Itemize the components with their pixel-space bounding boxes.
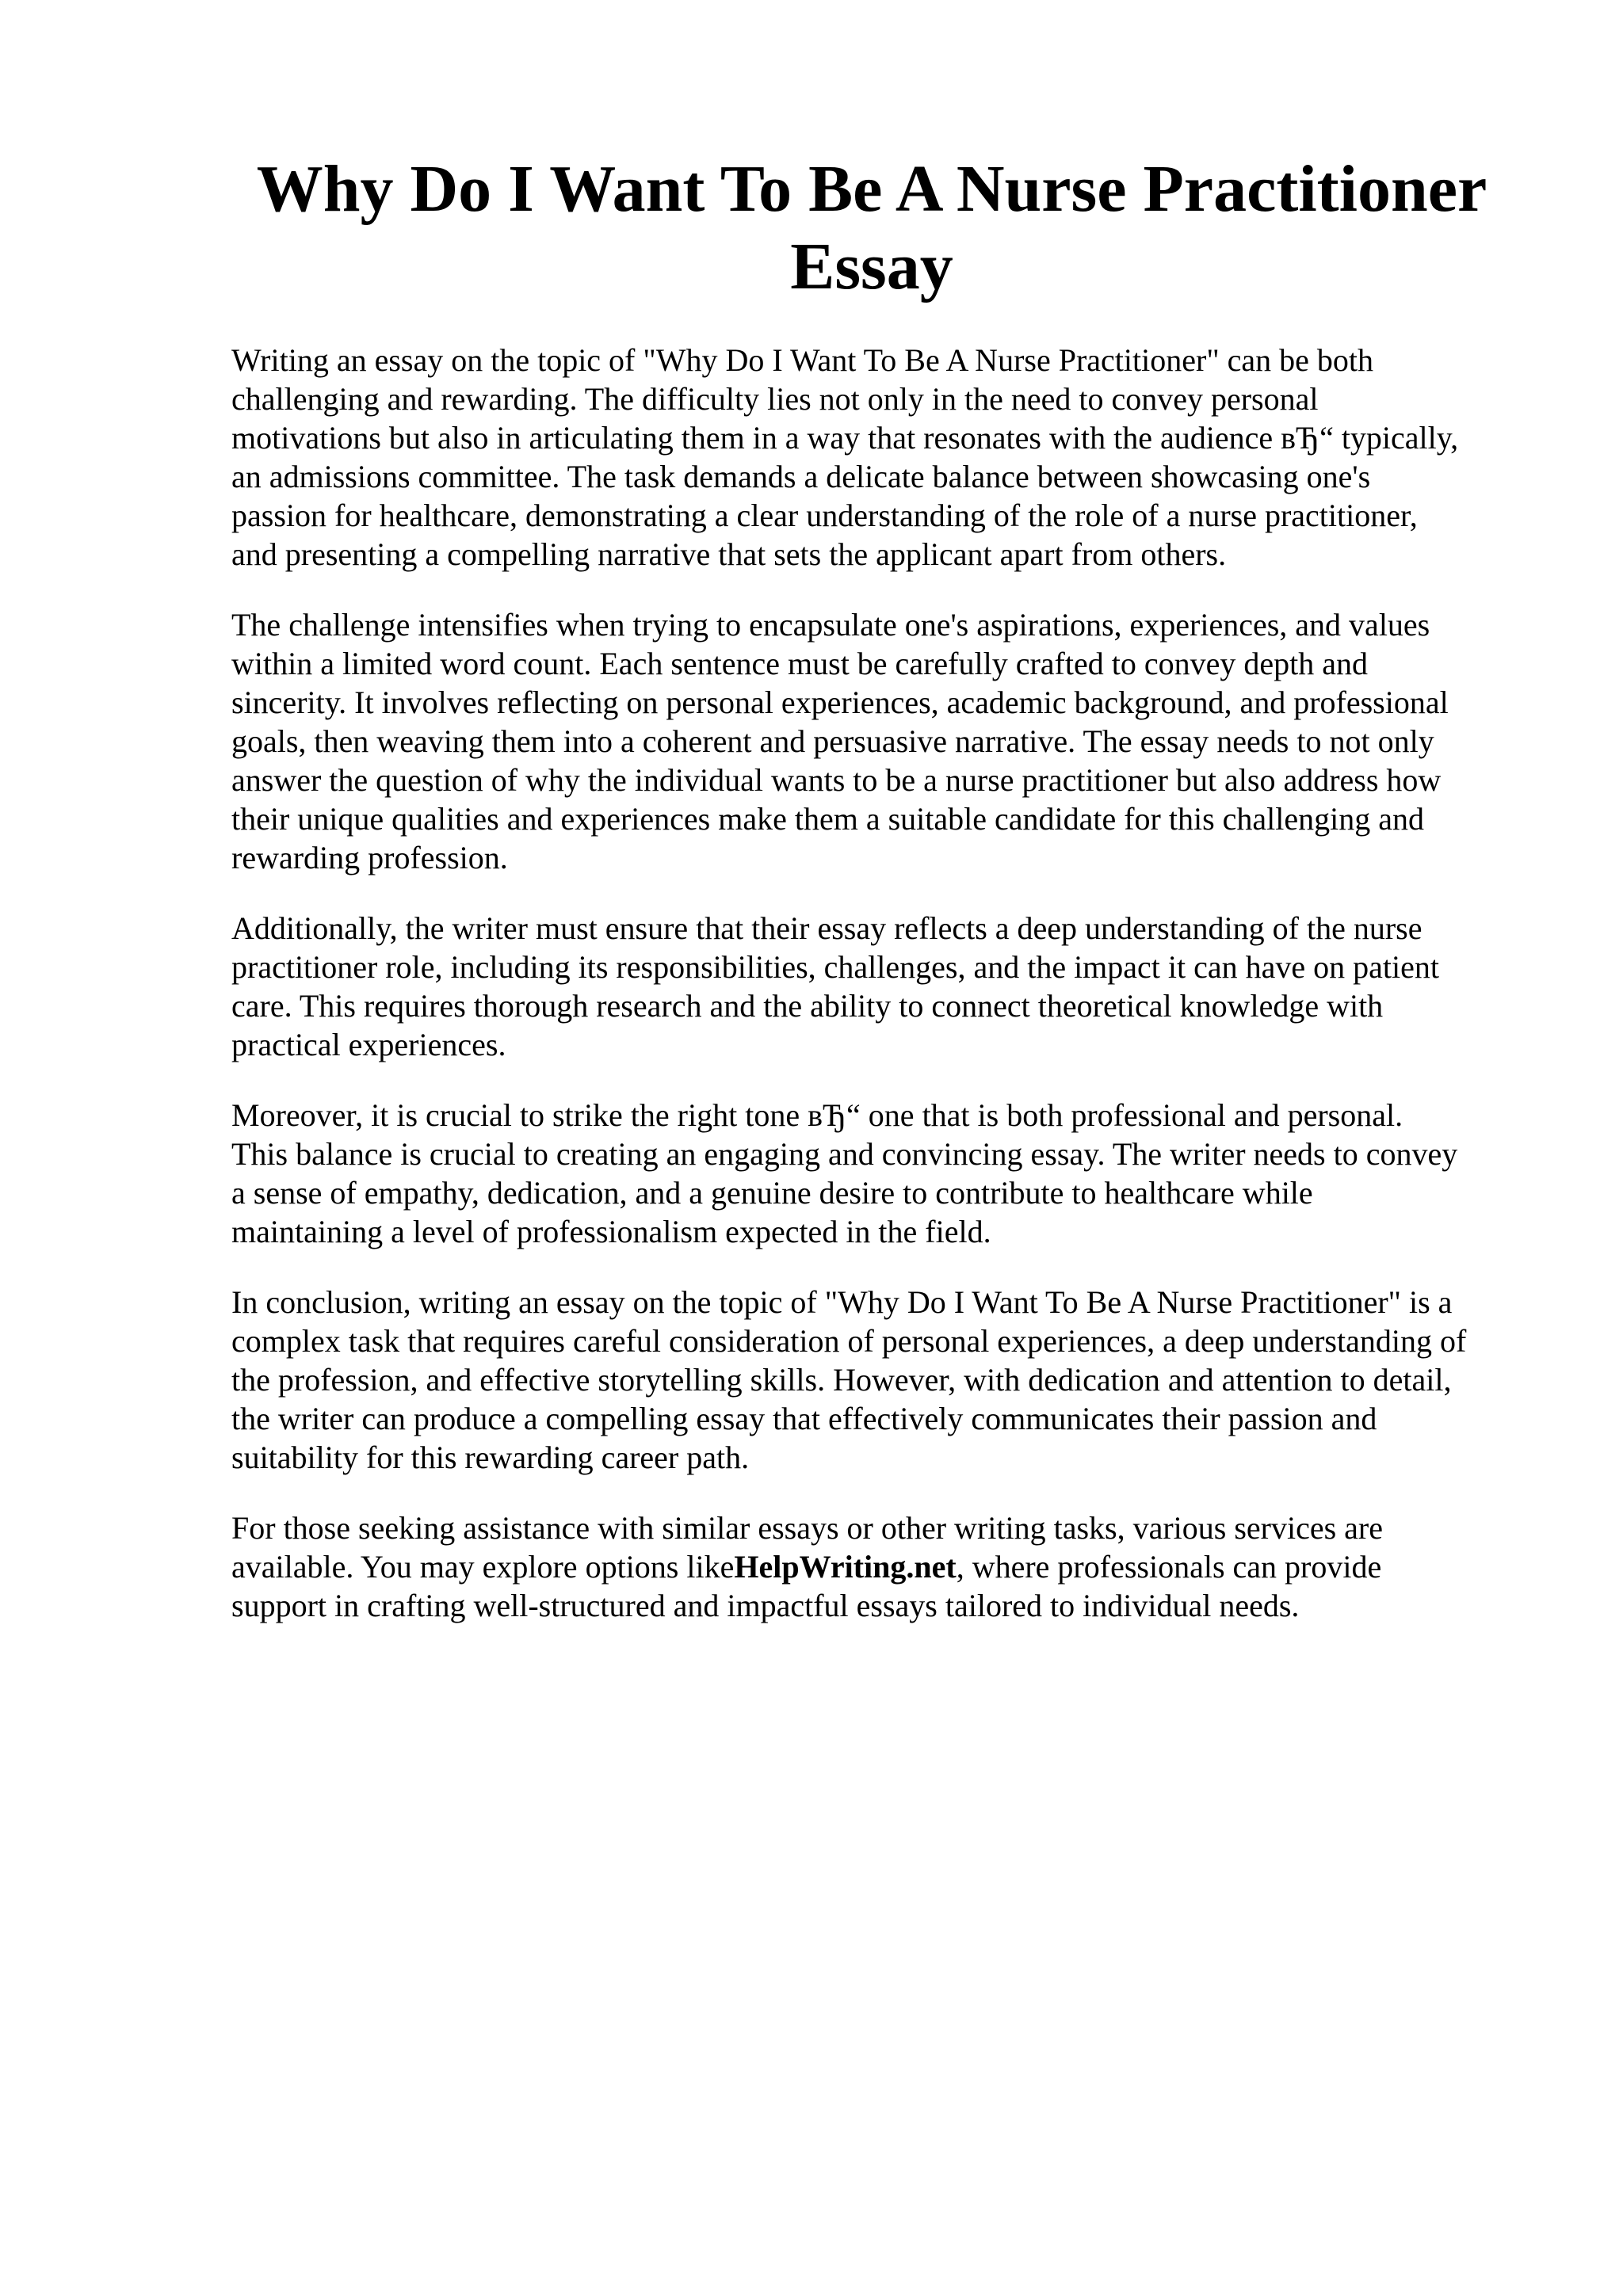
text-line: suitability for this rewarding career path.: [231, 1440, 750, 1475]
text-line: passion for healthcare, demonstrating a clear understanding of the role of a nurse practitioner,: [231, 498, 1418, 533]
text-line: the writer can produce a compelling essay that effectively communicates their passion and: [231, 1401, 1377, 1436]
paragraph: [231, 605, 1531, 877]
closing-paragraph: [231, 1508, 1531, 1625]
text-line: answer the question of why the individual wants to be a nurse practitioner but also address how: [231, 762, 1442, 798]
text-line: This balance is crucial to creating an engaging and convincing essay. The writer needs to convey: [231, 1136, 1458, 1172]
text-line: the profession, and effective storytelling skills. However, with dedication and attention to detail,: [231, 1362, 1452, 1398]
link-trail-text: , where professionals can provide: [956, 1549, 1382, 1585]
title-line-1: Why Do I Want To Be A Nurse Practitioner: [256, 152, 1487, 226]
title-line-2: Essay: [790, 230, 953, 303]
text-line: Writing an essay on the topic of "Why Do I Want To Be A Nurse Practitioner" can be both: [231, 342, 1374, 378]
text-line: and presenting a compelling narrative that sets the applicant apart from others.: [231, 536, 1227, 572]
text-line: motivations but also in articulating them in a way that resonates with the audience вЂ“ typically,: [231, 420, 1459, 456]
text-line: care. This requires thorough research and the ability to connect theoretical knowledge with: [231, 988, 1384, 1024]
paragraph: [231, 1096, 1531, 1251]
helpwriting-link[interactable]: HelpWriting.net: [734, 1549, 957, 1585]
text-line: within a limited word count. Each sentence must be carefully crafted to convey depth and: [231, 646, 1368, 681]
text-line: a sense of empathy, dedication, and a genuine desire to contribute to healthcare while: [231, 1175, 1313, 1211]
text-line: For those seeking assistance with similar essays or other writing tasks, various services are: [231, 1510, 1384, 1546]
text-line: their unique qualities and experiences make them a suitable candidate for this challenging and: [231, 801, 1425, 837]
text-line: goals, then weaving them into a coherent and persuasive narrative. The essay needs to not only: [231, 723, 1434, 759]
text-line: maintaining a level of professionalism expected in the field.: [231, 1214, 991, 1249]
text-line: The challenge intensifies when trying to encapsulate one's aspirations, experiences, and values: [231, 607, 1430, 643]
text-line: an admissions committee. The task demands a delicate balance between showcasing one's: [231, 459, 1371, 494]
paragraph: [231, 1283, 1531, 1477]
text-line: challenging and rewarding. The difficulty lies not only in the need to convey personal: [231, 381, 1319, 417]
text-line: Moreover, it is crucial to strike the right tone вЂ“ one that is both professional and personal.: [231, 1097, 1403, 1133]
paragraph: [231, 909, 1531, 1064]
text-line: support in crafting well-structured and impactful essays tailored to individual needs.: [231, 1588, 1300, 1623]
text-line: practitioner role, including its responsibilities, challenges, and the impact it can have on patient: [231, 949, 1440, 985]
text-line: In conclusion, writing an essay on the topic of "Why Do I Want To Be A Nurse Practitioner" is a: [231, 1284, 1453, 1320]
text-line: sincerity. It involves reflecting on personal experiences, academic background, and professional: [231, 685, 1449, 720]
essay-body: [231, 341, 1531, 1657]
text-line-with-link: [231, 1547, 1531, 1586]
text-line: Additionally, the writer must ensure that their essay reflects a deep understanding of the nurse: [231, 910, 1423, 946]
link-lead-text: available. You may explore options like: [231, 1549, 735, 1585]
page-title: [230, 151, 1514, 306]
text-line: rewarding profession.: [231, 840, 508, 875]
text-line: complex task that requires careful consideration of personal experiences, a deep understanding of: [231, 1323, 1467, 1359]
text-line: practical experiences.: [231, 1027, 506, 1062]
paragraph: [231, 341, 1531, 574]
